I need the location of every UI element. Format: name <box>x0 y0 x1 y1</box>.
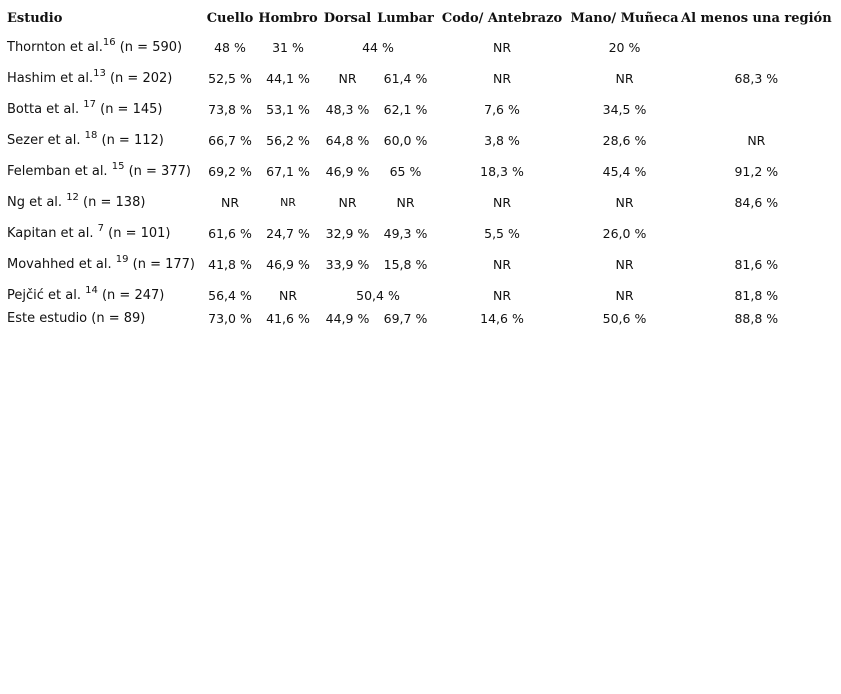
value-mano: 26,0 % <box>602 226 647 241</box>
study-n: (n = 177) <box>128 257 195 272</box>
study-author: Hashim et al. <box>7 71 94 86</box>
value-lumbar: 60,0 % <box>383 133 428 148</box>
study-cell <box>4 249 204 280</box>
value-al-menos: 88,8 % <box>734 311 779 326</box>
study-n: (n = 145) <box>95 102 163 117</box>
study-author: Sezer et al. <box>7 133 85 148</box>
table-row <box>4 187 832 218</box>
study-ref: 18 <box>84 130 98 141</box>
header-lumbar: Lumbar <box>377 10 434 26</box>
study-cell <box>4 156 204 187</box>
value-codo: 14,6 % <box>480 311 524 326</box>
value-dorsal-lumbar: 50,4 % <box>356 288 400 303</box>
study-ref: 12 <box>66 192 79 203</box>
study-cell <box>4 280 204 311</box>
value-mano: 50,6 % <box>602 311 647 326</box>
value-cuello: 73,8 % <box>208 102 252 117</box>
value-hombro: NR <box>280 196 296 209</box>
value-dorsal-lumbar: 44 % <box>362 40 394 55</box>
prevalence-table <box>4 4 832 337</box>
value-dorsal: 48,3 % <box>325 102 370 117</box>
value-dorsal: 44,9 % <box>325 311 370 326</box>
value-cuello: NR <box>220 195 240 210</box>
study-cell <box>4 218 204 249</box>
study-author: Movahhed et al. <box>7 257 116 272</box>
table-row <box>4 94 832 125</box>
value-mano: NR <box>615 288 634 303</box>
header-codo-antebrazo: Codo/ Antebrazo <box>441 10 563 26</box>
value-cuello: 52,5 % <box>208 71 252 86</box>
study-n: (n = 138) <box>78 195 146 210</box>
value-codo: NR <box>492 288 512 303</box>
value-mano: NR <box>615 257 634 272</box>
study-author: Kapitan et al. <box>7 226 98 241</box>
study-author: Felemban et al. <box>7 164 112 179</box>
value-codo: NR <box>492 71 512 86</box>
value-cuello: 73,0 % <box>208 311 252 326</box>
value-al-menos <box>681 94 832 125</box>
value-dorsal: 33,9 % <box>325 257 370 272</box>
table-row <box>4 218 832 249</box>
study-n: (n = 101) <box>104 226 171 241</box>
value-codo: 5,5 % <box>484 226 520 241</box>
value-lumbar: NR <box>396 195 415 210</box>
study-ref: 13 <box>93 68 106 79</box>
value-lumbar: 69,7 % <box>383 311 428 326</box>
study-author: Pejčić et al. <box>7 288 86 303</box>
value-codo: NR <box>492 195 512 210</box>
study-author: Ng et al. <box>7 195 67 210</box>
study-n: (n = 202) <box>105 71 173 86</box>
value-mano: 20 % <box>608 40 641 55</box>
value-cuello: 41,8 % <box>208 257 252 272</box>
study-author: Este estudio (n = 89) <box>7 311 146 326</box>
study-cell <box>4 32 204 63</box>
table-row <box>4 32 832 63</box>
value-codo: 3,8 % <box>484 133 520 148</box>
table-row <box>4 280 832 311</box>
header-mano-muneca: Mano/ Muñeca <box>570 10 679 26</box>
value-al-menos: 91,2 % <box>734 164 779 179</box>
value-hombro: 41,6 % <box>266 311 310 326</box>
value-lumbar: 61,4 % <box>383 71 428 86</box>
value-codo: 18,3 % <box>480 164 524 179</box>
value-al-menos: 68,3 % <box>734 71 779 86</box>
study-ref: 16 <box>102 37 116 48</box>
study-ref: 7 <box>97 223 105 234</box>
header-al-menos-una-region: Al menos una región <box>681 10 832 26</box>
value-hombro: NR <box>278 288 298 303</box>
value-al-menos: 81,6 % <box>734 257 779 272</box>
value-al-menos <box>681 218 832 249</box>
study-ref: 17 <box>83 99 96 110</box>
value-dorsal: NR <box>338 71 357 86</box>
value-hombro: 31 % <box>272 40 304 55</box>
value-mano: 28,6 % <box>602 133 647 148</box>
table-row <box>4 311 832 337</box>
study-n: (n = 377) <box>124 164 191 179</box>
study-cell <box>4 63 204 94</box>
value-cuello: 66,7 % <box>208 133 252 148</box>
study-cell <box>4 311 204 337</box>
value-al-menos <box>681 32 832 63</box>
value-mano: NR <box>615 71 634 86</box>
study-ref: 19 <box>115 254 129 265</box>
value-codo: NR <box>492 257 512 272</box>
value-cuello: 69,2 % <box>208 164 252 179</box>
study-n: (n = 112) <box>97 133 164 148</box>
value-hombro: 46,9 % <box>266 257 310 272</box>
header-hombro: Hombro <box>258 10 318 26</box>
value-hombro: 53,1 % <box>266 102 310 117</box>
value-codo: 7,6 % <box>484 102 520 117</box>
table-row <box>4 156 832 187</box>
value-al-menos: 84,6 % <box>734 195 779 210</box>
value-hombro: 24,7 % <box>266 226 310 241</box>
value-lumbar: 15,8 % <box>383 257 428 272</box>
study-cell <box>4 187 204 218</box>
value-lumbar: 49,3 % <box>383 226 428 241</box>
value-hombro: 44,1 % <box>266 71 310 86</box>
value-dorsal: 46,9 % <box>325 164 370 179</box>
table-row <box>4 125 832 156</box>
study-cell <box>4 94 204 125</box>
study-author: Botta et al. <box>7 102 84 117</box>
value-hombro: 56,2 % <box>266 133 310 148</box>
study-ref: 14 <box>85 285 98 296</box>
study-ref: 15 <box>111 161 125 172</box>
table-row <box>4 249 832 280</box>
study-cell <box>4 125 204 156</box>
value-dorsal: 32,9 % <box>325 226 370 241</box>
value-mano: NR <box>615 195 634 210</box>
value-mano: 45,4 % <box>602 164 647 179</box>
value-lumbar: 62,1 % <box>383 102 428 117</box>
value-al-menos: NR <box>747 133 766 148</box>
header-cuello: Cuello <box>206 10 254 26</box>
header-row <box>4 4 832 32</box>
value-cuello: 56,4 % <box>208 288 252 303</box>
study-author: Thornton et al. <box>7 40 103 55</box>
value-lumbar: 65 % <box>389 164 422 179</box>
value-dorsal: 64,8 % <box>325 133 370 148</box>
value-cuello: 61,6 % <box>208 226 252 241</box>
value-dorsal: NR <box>338 195 357 210</box>
value-hombro: 67,1 % <box>266 164 310 179</box>
value-mano: 34,5 % <box>602 102 647 117</box>
header-dorsal: Dorsal <box>323 10 372 26</box>
header-estudio: Estudio <box>7 10 63 26</box>
value-cuello: 48 % <box>214 40 246 55</box>
study-n: (n = 590) <box>115 40 183 55</box>
study-n: (n = 247) <box>97 288 165 303</box>
table-row <box>4 63 832 94</box>
value-codo: NR <box>492 40 512 55</box>
value-al-menos: 81,8 % <box>734 288 779 303</box>
